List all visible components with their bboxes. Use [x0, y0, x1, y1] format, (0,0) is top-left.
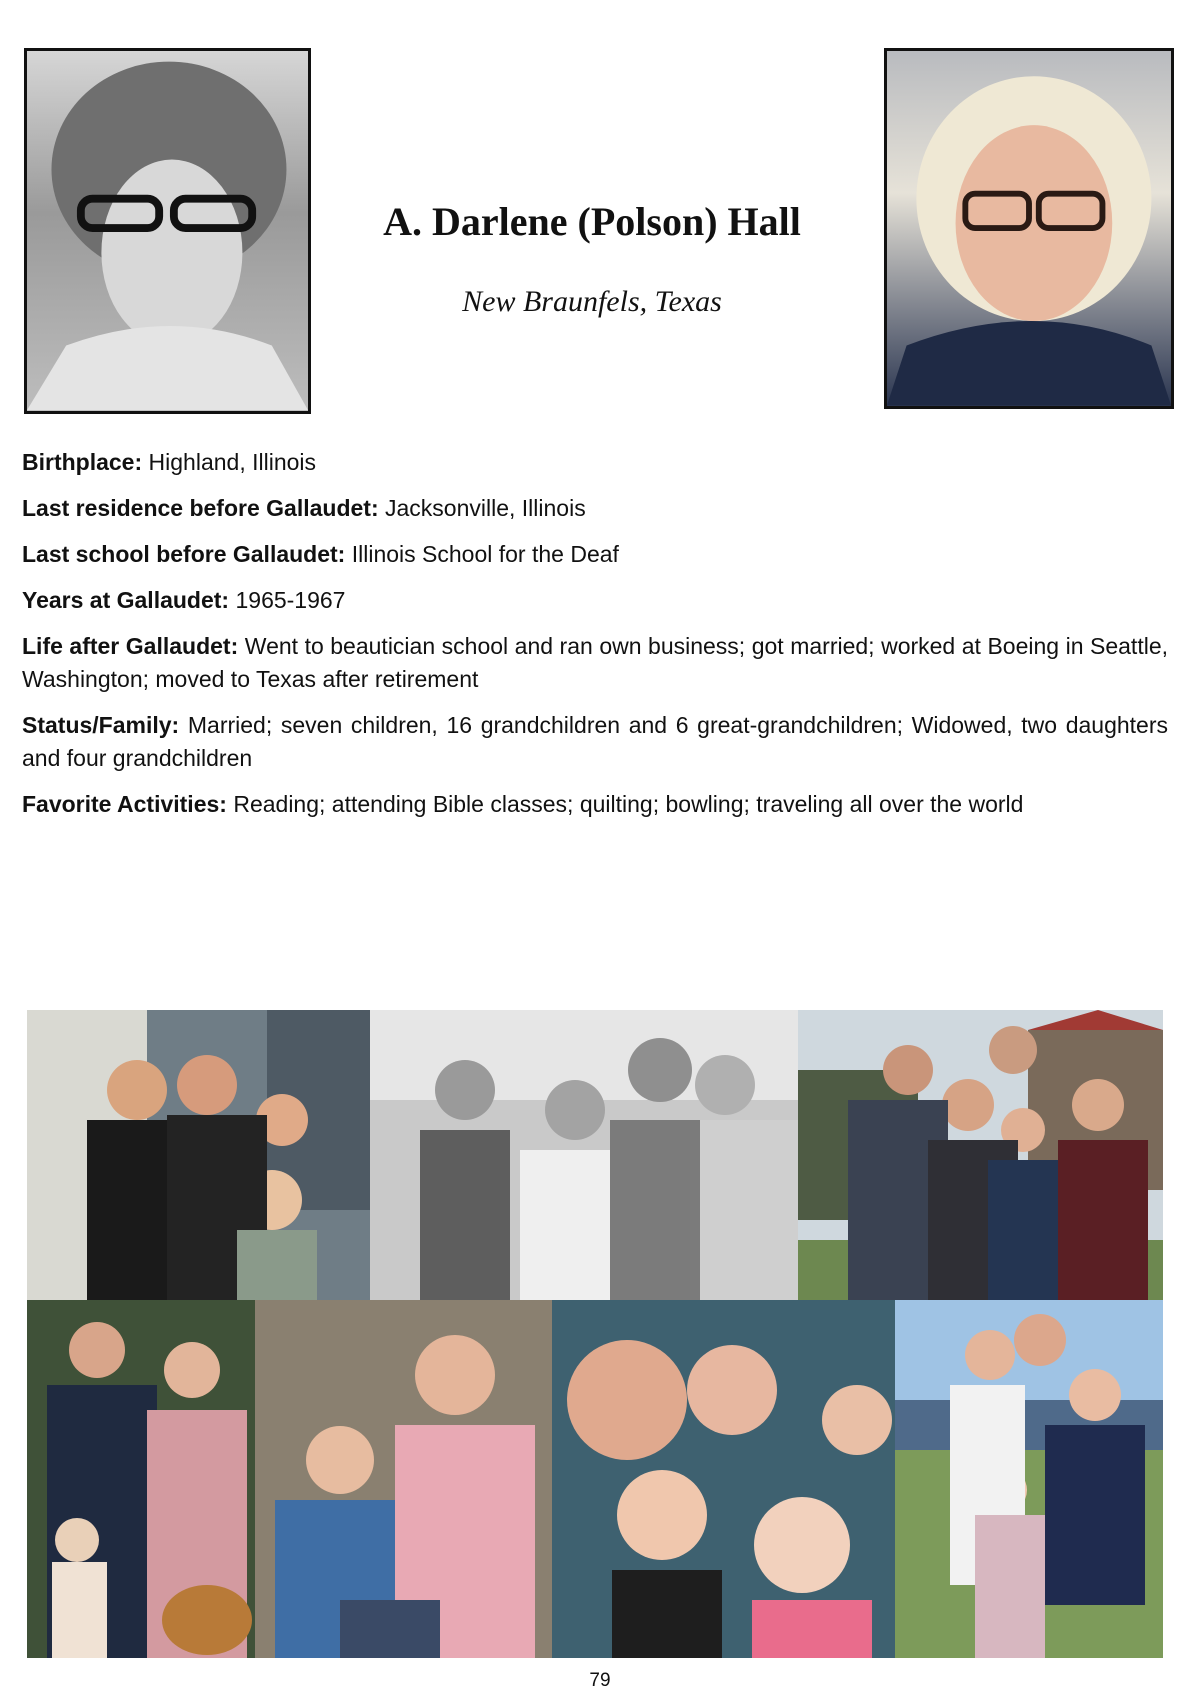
family-photo-barn: [798, 1010, 1163, 1300]
family-photo-collage: [27, 1010, 1163, 1658]
detail-last-school: Last school before Gallaudet: Illinois School for the Deaf: [22, 541, 619, 567]
biography-details: [22, 446, 1168, 834]
current-portrait-image: [887, 51, 1171, 406]
detail-last-residence: Last residence before Gallaudet: Jacksonville, Illinois: [22, 495, 586, 521]
family-photo-three-kids: [255, 1300, 552, 1658]
current-portrait-photo: [884, 48, 1174, 409]
family-photo-couple-dog: [27, 1300, 255, 1658]
page-number: 79: [589, 1670, 611, 1691]
family-photo-birthday: [27, 1010, 370, 1300]
family-photo-selfie: [552, 1300, 895, 1658]
person-location: New Braunfels, Texas: [462, 285, 722, 318]
detail-life-after: Life after Gallaudet: Went to beautician school and ran own business; got married; worked at Boeing in Seattle, Washington; moved to Texas after retirement: [22, 633, 1169, 692]
family-photo-tulips: [895, 1300, 1163, 1658]
detail-birthplace: Birthplace: Highland, Illinois: [22, 449, 317, 475]
detail-favorite-activities: Favorite Activities: Reading; attending Bible classes; quilting; bowling; traveling all over the world: [22, 791, 1024, 817]
yearbook-portrait-image: [27, 51, 308, 411]
person-name: A. Darlene (Polson) Hall: [383, 199, 801, 244]
detail-status-family: Status/Family: Married; seven children, 16 grandchildren and 6 great-grandchildren; Widowed, two daughters and four grandchildren: [22, 712, 1169, 771]
detail-years: Years at Gallaudet: 1965-1967: [22, 587, 346, 613]
yearbook-portrait-photo: [24, 48, 311, 414]
family-photo-black-white: [370, 1010, 798, 1300]
